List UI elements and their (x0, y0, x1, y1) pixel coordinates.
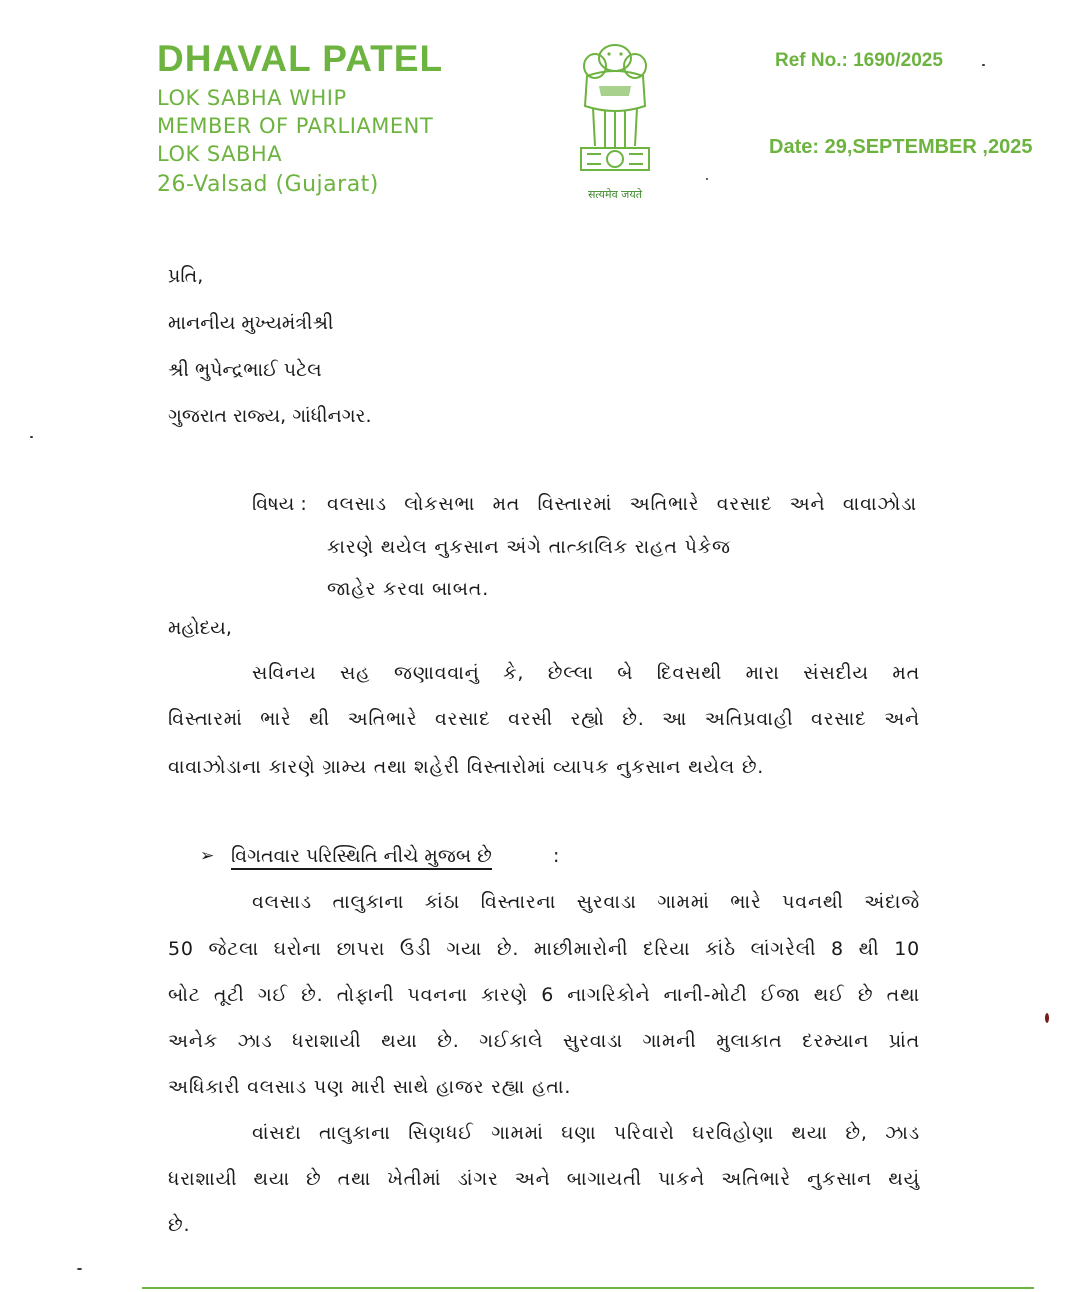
subject-label: વિષય : (252, 493, 307, 515)
intro-line: વાવાઝોડાના કારણે ગ્રામ્ય તથા શહેરી વિસ્તારોમાં વ્યાપક નુકસાન થયેલ છે. (168, 756, 765, 778)
address-line: ગુજરાત રાજ્ય, ગાંધીનગર. (168, 405, 372, 427)
sender-title-line: MEMBER OF PARLIAMENT (157, 114, 434, 138)
scan-speck (706, 178, 708, 180)
scan-speck (77, 1268, 82, 1270)
sender-title-line: LOK SABHA (157, 142, 283, 166)
details-line: છે. (168, 1214, 191, 1236)
subject-line: વલસાડ લોકસભા મત વિસ્તારમાં અતિભારે વરસાદ અને વાવાઝોડા (327, 493, 917, 515)
salutation: મહોદય, (168, 617, 232, 639)
details-heading: વિગતવાર પરિસ્થિતિ નીચે મુજબ છે (231, 845, 492, 870)
bullet-arrow-icon: ➢ (200, 846, 215, 866)
intro-line: સવિનય સહ જણાવવાનું કે, છેલ્લા બે દિવસથી મારા સંસદીય મત (252, 662, 920, 684)
subject-line: કારણે થયેલ નુકસાન અંગે તાત્કાલિક રાહત પેકેજ (327, 536, 731, 558)
details-line: અધિકારી વલસાડ પણ મારી સાથે હાજર રહ્યા હતા. (168, 1076, 572, 1098)
scan-speck (30, 436, 33, 438)
scan-speck (982, 64, 985, 66)
details-heading-colon: : (553, 845, 560, 867)
letter-date: Date: 29,SEPTEMBER ,2025 (769, 136, 1033, 158)
details-line: બોટ તૂટી ગઈ છે. તોફાની પવનના કારણે 6 નાગરિકોને નાની-મોટી ઈજા થઈ છે તથા (168, 984, 920, 1006)
address-line: માનનીય મુખ્યમંત્રીશ્રી (168, 312, 334, 334)
footer-rule (142, 1287, 1034, 1289)
details-line: વલસાડ તાલુકાના કાંઠા વિસ્તારના સુરવાડા ગામમાં ભારે પવનથી અંદાજે (252, 891, 920, 913)
details-line: વાંસદા તાલુકાના સિણધઈ ગામમાં ઘણા પરિવારો ઘરવિહોણા થયા છે, ઝાડ (252, 1122, 920, 1144)
subject-line: જાહેર કરવા બાબત. (327, 578, 490, 600)
scan-speck (1045, 1013, 1049, 1023)
details-line: ધરાશાયી થયા છે તથા ખેતીમાં ડાંગર અને બાગાયતી પાકને અતિભારે નુકસાન થયું (168, 1168, 920, 1190)
details-line: અનેક ઝાડ ધરાશાયી થયા છે. ગઈકાલે સુરવાડા ગામની મુલાકાત દરમ્યાન પ્રાંત (168, 1030, 920, 1052)
address-line: શ્રી ભુપેન્દ્રભાઈ પટેલ (168, 359, 322, 381)
emblem-motto: सत्यमेव जयते (587, 188, 642, 201)
intro-line: વિસ્તારમાં ભારે થી અતિભારે વરસાદ વરસી રહ્યો છે. આ અતિપ્રવાહી વરસાદ અને (168, 708, 920, 730)
sender-constituency: 26-Valsad (Gujarat) (157, 172, 379, 197)
reference-number: Ref No.: 1690/2025 (775, 50, 943, 71)
sender-title-line: LOK SABHA WHIP (157, 86, 347, 110)
address-line: પ્રતિ, (168, 265, 204, 287)
national-emblem-icon (565, 36, 665, 206)
details-line: 50 જેટલા ઘરોના છાપરા ઉડી ગયા છે. માછીમારોની દરિયા કાંઠે લાંગરેલી 8 થી 10 (168, 938, 920, 960)
sender-name: DHAVAL PATEL (157, 38, 444, 79)
